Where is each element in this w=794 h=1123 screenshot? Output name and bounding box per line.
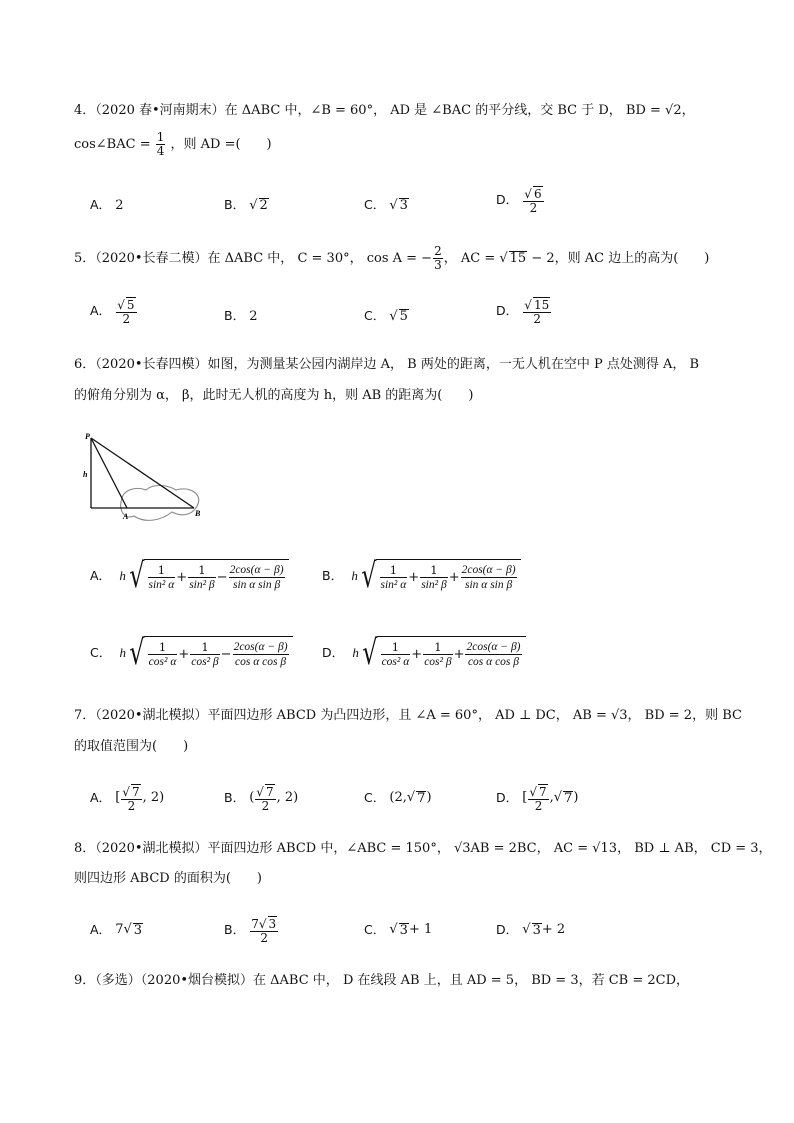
q5-option-d[interactable]: D． $\frac{√ 15}{2}$: [496, 298, 550, 326]
q4-text-1: 4．（2020 春•河南期末）在 ΔABC 中，∠B = 60°， AD 是 ∠BAC 的平分线，交 BC 于 D， BD = √2，: [74, 103, 695, 118]
q5-line1: 5．（2020•长春二模）在 ΔABC 中， C = 30°， cos A = − $\frac{2}{3}$ ， AC = √ 15 − 2，则 AC 边上的高为( ): [74, 244, 710, 272]
q6-line2: 的俯角分别为 α， β，此时无人机的高度为 h，则 AB 的距离为( ): [74, 388, 474, 403]
q7-option-a[interactable]: A． [ $\frac{√ 7}{2}$ , 2): [90, 784, 165, 813]
q8-option-c[interactable]: C． √ 3 + 1: [364, 922, 433, 938]
q4-option-d[interactable]: D． $\frac{√ 6}{2}$: [496, 187, 542, 215]
q7-line1: 7．（2020•湖北模拟）平面四边形 ABCD 为凸四边形，且 ∠A = 60°， AD ⊥ DC， AB = √3， BD = 2，则 BC: [74, 708, 742, 723]
label-a: A: [123, 512, 129, 521]
q4-line1: [74, 101, 695, 121]
q7-line2: 的取值范围为( ): [74, 739, 189, 754]
label-p: P: [85, 432, 90, 441]
q6-option-a[interactable]: A． h √ $\frac{1}{\text{sin² α}}$ + $\frac{1}{\text{sin² β}}$ − $\frac{2\cos(\alpha - \beta)}{\text{sin α sin β}}$: [90, 556, 289, 596]
q6-option-c[interactable]: C． h √ $\frac{1}{\text{cos² α}}$ + $\frac{1}{\text{cos² β}}$ − $\frac{2\cos(\alpha - \beta)}{\text{cos α cos β}}$: [90, 633, 293, 673]
q8-line1: 8．（2020•湖北模拟）平面四边形 ABCD 中，∠ABC = 150°， √3AB = 2BC， AC = √13， BD ⊥ AB， CD = 3，: [74, 841, 772, 856]
q8-option-a[interactable]: A． 7 √ 3: [90, 922, 143, 938]
q8-option-b[interactable]: B． $\frac{7√ 3}{2}$: [224, 916, 277, 945]
label-b: B: [195, 509, 201, 518]
q4-line2: [74, 131, 272, 158]
q4-option-a[interactable]: A． 2: [90, 197, 124, 213]
q6-option-b[interactable]: B． h √ $\frac{1}{\text{sin² α}}$ + $\frac{1}{\text{sin² β}}$ + $\frac{2\cos(\alpha - \beta)}{\text{sin α sin β}}$: [322, 556, 521, 596]
q4-text-2: ，则 AD =( ): [170, 137, 272, 152]
q7-option-d[interactable]: D． [ $\frac{√ 7}{2}$ , √ 7 ): [496, 784, 579, 813]
q7-option-c[interactable]: C． (2, √ 7 ): [364, 790, 432, 806]
q8-line2: 则四边形 ABCD 的面积为( ): [74, 871, 262, 886]
q7-option-b[interactable]: B． ( $\frac{√ 7}{2}$ , 2): [224, 784, 299, 813]
label-h: h: [83, 470, 88, 479]
q6-figure: [80, 428, 210, 526]
q6-line1: 6．（2020•长春四模）如图，为测量某公园内湖岸边 A， B 两处的距离，一无人机在空中 P 点处测得 A， B: [74, 357, 700, 372]
q5-fraction: $\frac{2}{3}$: [434, 244, 442, 272]
q4-option-b[interactable]: B． √ 2: [224, 197, 268, 213]
q8-option-d[interactable]: D． √ 3 + 2: [496, 922, 566, 938]
q5-option-a[interactable]: A． $\frac{√ 5}{2}$: [90, 298, 135, 326]
q5-text-1: 5．（2020•长春二模）在 ΔABC 中， C = 30°， cos A = −: [74, 251, 433, 266]
q4-cos-label: cos∠BAC =: [74, 137, 151, 152]
q4-fraction: $\frac{1}{4}$: [156, 130, 165, 158]
q9-line1: 9．（多选）（2020•烟台模拟）在 ΔABC 中， D 在线段 AB 上，且 AD = 5， BD = 3，若 CB = 2CD，: [74, 973, 690, 988]
q5-option-b[interactable]: B． 2: [224, 308, 258, 324]
q5-option-c[interactable]: C． √ 5: [364, 308, 408, 324]
q4-option-c[interactable]: C． √ 3: [364, 197, 408, 213]
q6-option-d[interactable]: D． h √ $\frac{1}{\text{cos² α}}$ + $\frac{1}{\text{cos² β}}$ + $\frac{2\cos(\alpha - \beta)}{\text{cos α cos β}}$: [322, 633, 526, 673]
